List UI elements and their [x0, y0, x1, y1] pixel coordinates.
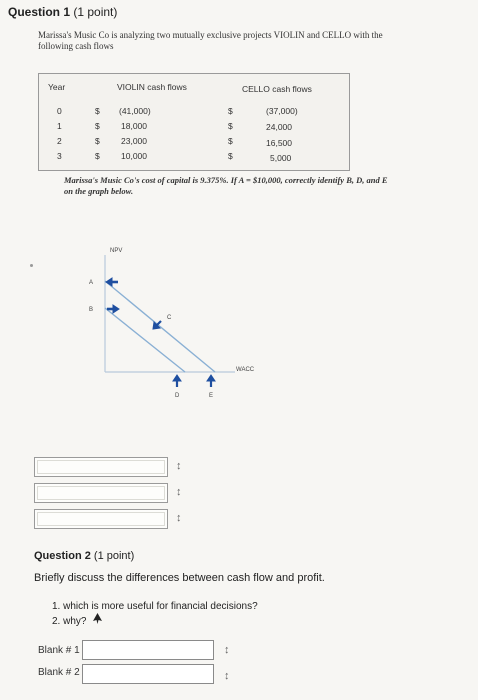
arrow-d — [173, 375, 181, 387]
select-arrows-icon[interactable]: ↕ — [176, 460, 182, 472]
select-arrows-icon[interactable]: ↕ — [224, 644, 230, 656]
blank-1-label: Blank # 1 — [38, 645, 80, 656]
select-arrows-icon[interactable]: ↕ — [176, 512, 182, 524]
label-a: A — [89, 280, 94, 286]
arrow-c — [153, 321, 161, 329]
cell-currency: $ — [228, 136, 233, 146]
cell-violin: 10,000 — [121, 151, 147, 161]
cell-currency: $ — [95, 106, 100, 116]
label-e: E — [209, 393, 214, 399]
cell-year: 2 — [57, 136, 62, 146]
label-d: D — [175, 393, 180, 399]
arrow-e — [207, 375, 215, 387]
cell-violin: 18,000 — [121, 121, 147, 131]
cell-currency: $ — [95, 121, 100, 131]
cell-year: 1 — [57, 121, 62, 131]
cell-year: 0 — [57, 106, 62, 116]
cell-cello: 24,000 — [266, 122, 292, 132]
question-2-items — [52, 600, 258, 628]
header-violin: VIOLIN cash flows — [117, 82, 187, 92]
cell-currency: $ — [95, 136, 100, 146]
cost-of-capital-note — [64, 175, 388, 197]
cell-year: 3 — [57, 151, 62, 161]
cell-currency: $ — [95, 151, 100, 161]
question-1-title: Question 1 (1 point) — [8, 5, 118, 19]
question-2-prompt: Briefly discuss the differences between cash flow and profit. — [34, 572, 325, 584]
y-axis-label: NPV — [110, 248, 123, 254]
blank-1-input[interactable] — [82, 640, 214, 660]
stray-dot — [30, 264, 33, 267]
note-line-2: on the graph below. — [64, 186, 134, 196]
cell-currency: $ — [228, 121, 233, 131]
cell-currency: $ — [228, 106, 233, 116]
question-2-item-2: 2. why? — [52, 616, 87, 627]
cell-violin: (41,000) — [119, 106, 151, 116]
question-2-item-2-row — [52, 613, 258, 628]
header-year: Year — [48, 82, 66, 92]
npv-profile-graph — [60, 240, 300, 415]
npv-line-a — [105, 281, 215, 372]
note-line-1: Marissa's Music Co's cost of capital is 9.375%. If A = $10,000, correctly identify B, D, and E — [64, 175, 388, 185]
question-2-title: Question 2 (1 point) — [34, 550, 135, 562]
intro-line-2: following cash flows — [38, 41, 114, 51]
blank-2-input[interactable] — [82, 664, 214, 684]
x-axis-label: WACC — [236, 367, 255, 373]
cell-cello: 16,500 — [266, 138, 292, 148]
answer-select-2[interactable] — [34, 483, 168, 503]
cell-violin: 23,000 — [121, 136, 147, 146]
cell-cello: 5,000 — [270, 153, 292, 163]
question-2-item-1: 1. which is more useful for financial decisions? — [52, 601, 258, 612]
arrow-a — [106, 278, 118, 286]
question-1-intro — [38, 30, 383, 52]
label-b: B — [89, 307, 94, 313]
cell-cello: (37,000) — [266, 106, 298, 116]
intro-line-1: Marissa's Music Co is analyzing two mutually exclusive projects VIOLIN and CELLO with the — [38, 30, 383, 40]
blank-2-label: Blank # 2 — [38, 667, 80, 678]
header-cello: CELLO cash flows — [242, 84, 312, 94]
mouse-cursor-icon — [93, 613, 102, 628]
label-c: C — [167, 315, 172, 321]
select-arrows-icon[interactable]: ↕ — [224, 670, 230, 682]
cell-currency: $ — [228, 151, 233, 161]
answer-select-1[interactable] — [34, 457, 168, 477]
cash-flow-table — [38, 73, 350, 171]
npv-line-b — [105, 308, 185, 372]
answer-select-3[interactable] — [34, 509, 168, 529]
select-arrows-icon[interactable]: ↕ — [176, 486, 182, 498]
